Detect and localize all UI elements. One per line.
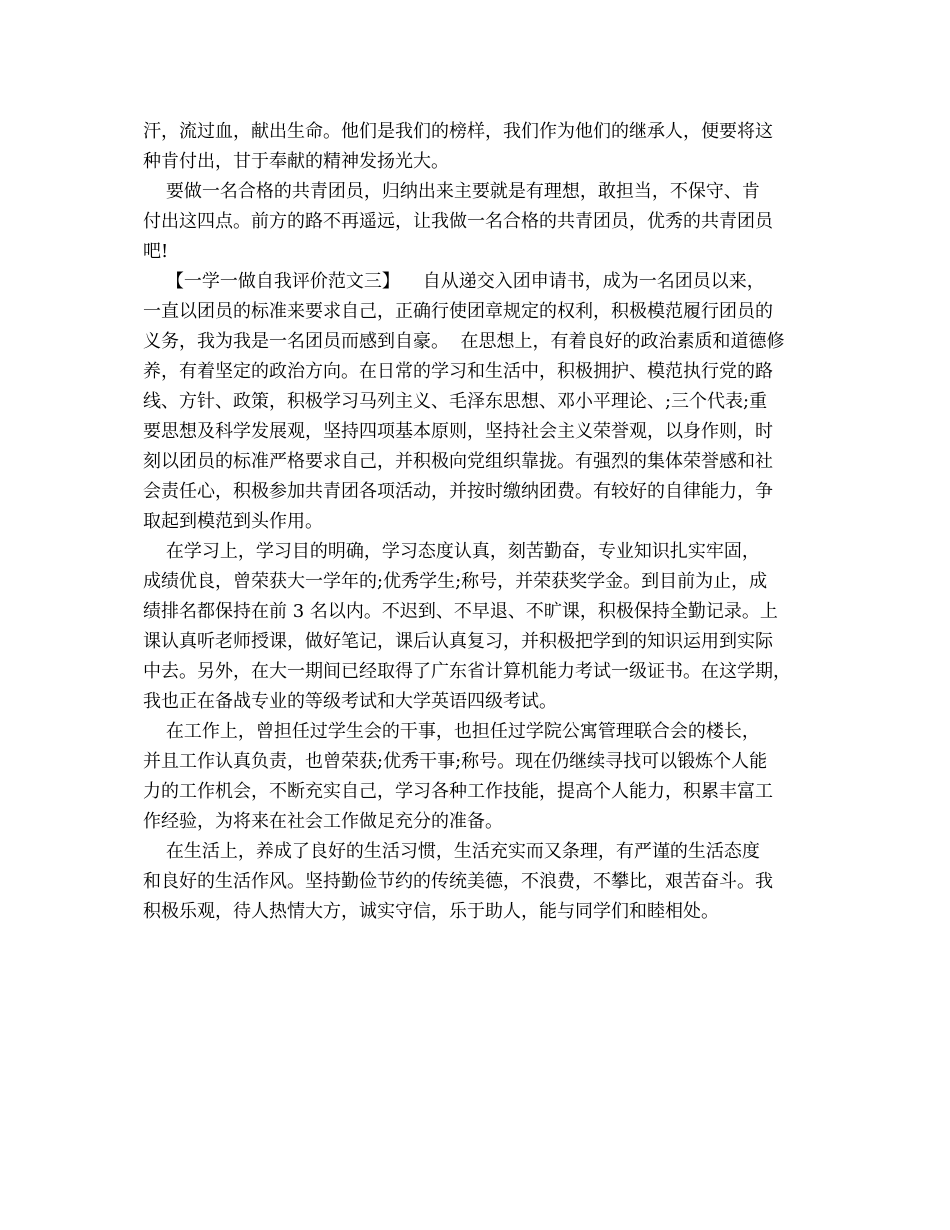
text-line: 付出这四点。前方的路不再遥远，让我做一名合格的共青团员，优秀的共青团员 [143,211,773,232]
text-line: 和良好的生活作风。坚持勤俭节约的传统美德，不浪费，不攀比，艰苦奋斗。我 [143,871,773,892]
text-line: 取起到模范到头作用。 [143,511,323,532]
text-line: 义务，我为我是一名团员而感到自豪。 在思想上，有着良好的政治素质和道德修 [143,331,785,352]
text-line: 吧! [143,241,169,262]
text-line: 我也正在备战专业的等级考试和大学英语四级考试。 [143,691,557,712]
text-line: 积极乐观，待人热情大方，诚实守信，乐于助人，能与同学们和睦相处。 [143,901,719,922]
document-body [143,117,809,927]
text-line: 要做一名合格的共青团员，归纳出来主要就是有理想，敢担当，不保守、肯 [143,181,760,202]
text-line: 要思想及科学发展观，坚持四项基本原则，坚持社会主义荣誉观，以身作则，时 [143,421,773,442]
text-line: 【一学一做自我评价范文三】 自从递交入团申请书，成为一名团员以来， [143,271,765,292]
text-line: 并且工作认真负责，也曾荣获;优秀干事;称号。现在仍继续寻找可以锻炼个人能 [143,751,768,772]
text-line: 课认真听老师授课，做好笔记，课后认真复习，并积极把学到的知识运用到实际 [143,631,773,652]
text-line: 在工作上，曾担任过学生会的干事，也担任过学院公寓管理联合会的楼长， [143,721,760,742]
text-line: 养，有着坚定的政治方向。在日常的学习和生活中，积极拥护、模范执行党的路 [143,361,773,382]
paragraph [143,837,809,927]
text-line: 绩排名都保持在前 3 名以内。不迟到、不早退、不旷课，积极保持全勤记录。上 [143,601,778,622]
text-line: 在学习上，学习目的明确，学习态度认真，刻苦勤奋，专业知识扎实牢固， [143,541,760,562]
paragraph [143,267,809,537]
paragraph [143,717,809,837]
text-line: 刻以团员的标准严格要求自己，并积极向党组织靠拢。有强烈的集体荣誉感和社 [143,451,773,472]
paragraph [143,537,809,717]
text-line: 中去。另外，在大一期间已经取得了广东省计算机能力考试一级证书。在这学期， [143,661,791,682]
text-line: 线、方针、政策，积极学习马列主义、毛泽东思想、邓小平理论、;三个代表;重 [143,391,768,412]
text-line: 力的工作机会，不断充实自己，学习各种工作技能，提高个人能力，积累丰富工 [143,781,773,802]
text-line: 在生活上，养成了良好的生活习惯，生活充实而又条理，有严谨的生活态度 [143,841,760,862]
text-line: 会责任心，积极参加共青团各项活动，并按时缴纳团费。有较好的自律能力，争 [143,481,773,502]
text-line: 一直以团员的标准来要求自己，正确行使团章规定的权利，积极模范履行团员的 [143,301,773,322]
text-line: 汗，流过血，献出生命。他们是我们的榜样，我们作为他们的继承人，便要将这 [143,121,773,142]
paragraph [143,117,809,177]
text-line: 种肯付出，甘于奉献的精神发扬光大。 [143,151,449,172]
paragraph [143,177,809,267]
text-line: 作经验，为将来在社会工作做足充分的准备。 [143,811,503,832]
text-line: 成绩优良，曾荣获大一学年的;优秀学生;称号，并荣获奖学金。到目前为止，成 [143,571,768,592]
